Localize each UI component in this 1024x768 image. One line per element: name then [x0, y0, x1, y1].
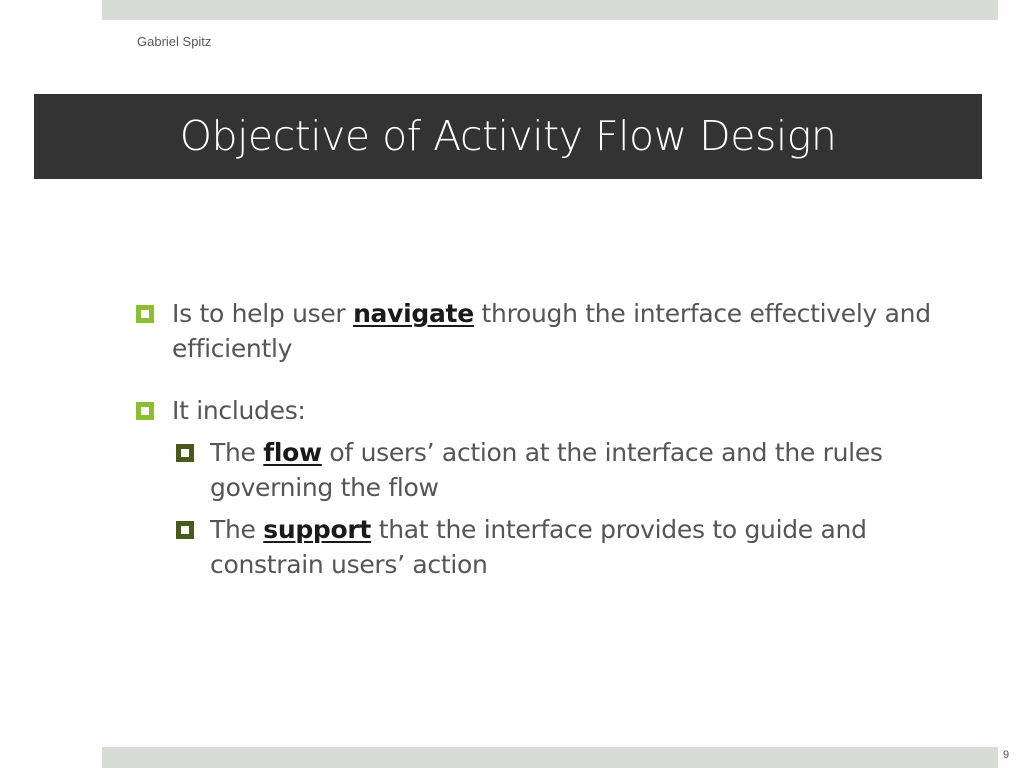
- footer-band: [102, 747, 998, 768]
- sub-bullet-flow: [176, 435, 966, 505]
- bullet-navigate: [136, 296, 966, 366]
- bullet-includes: [136, 393, 966, 428]
- page-number: 9: [1003, 749, 1010, 761]
- square-bullet-icon: [176, 521, 194, 539]
- bullet-text: It includes:: [172, 396, 306, 425]
- emphasis-support: support: [263, 515, 372, 544]
- square-bullet-icon: [136, 402, 154, 420]
- sub-bullet-support: [176, 512, 966, 582]
- bullet-text: Is to help user navigate through the interface effectively and efficiently: [172, 299, 931, 363]
- header-band: [102, 0, 998, 20]
- slide-title: Objective of Activity Flow Design: [179, 112, 837, 160]
- bullet-text: The flow of users’ action at the interface and the rules governing the flow: [210, 438, 883, 502]
- bullet-text: The support that the interface provides to guide and constrain users’ action: [210, 515, 867, 579]
- square-bullet-icon: [136, 305, 154, 323]
- emphasis-flow: flow: [263, 438, 322, 467]
- author-name: Gabriel Spitz: [137, 34, 212, 49]
- square-bullet-icon: [176, 444, 194, 462]
- emphasis-navigate: navigate: [353, 299, 474, 328]
